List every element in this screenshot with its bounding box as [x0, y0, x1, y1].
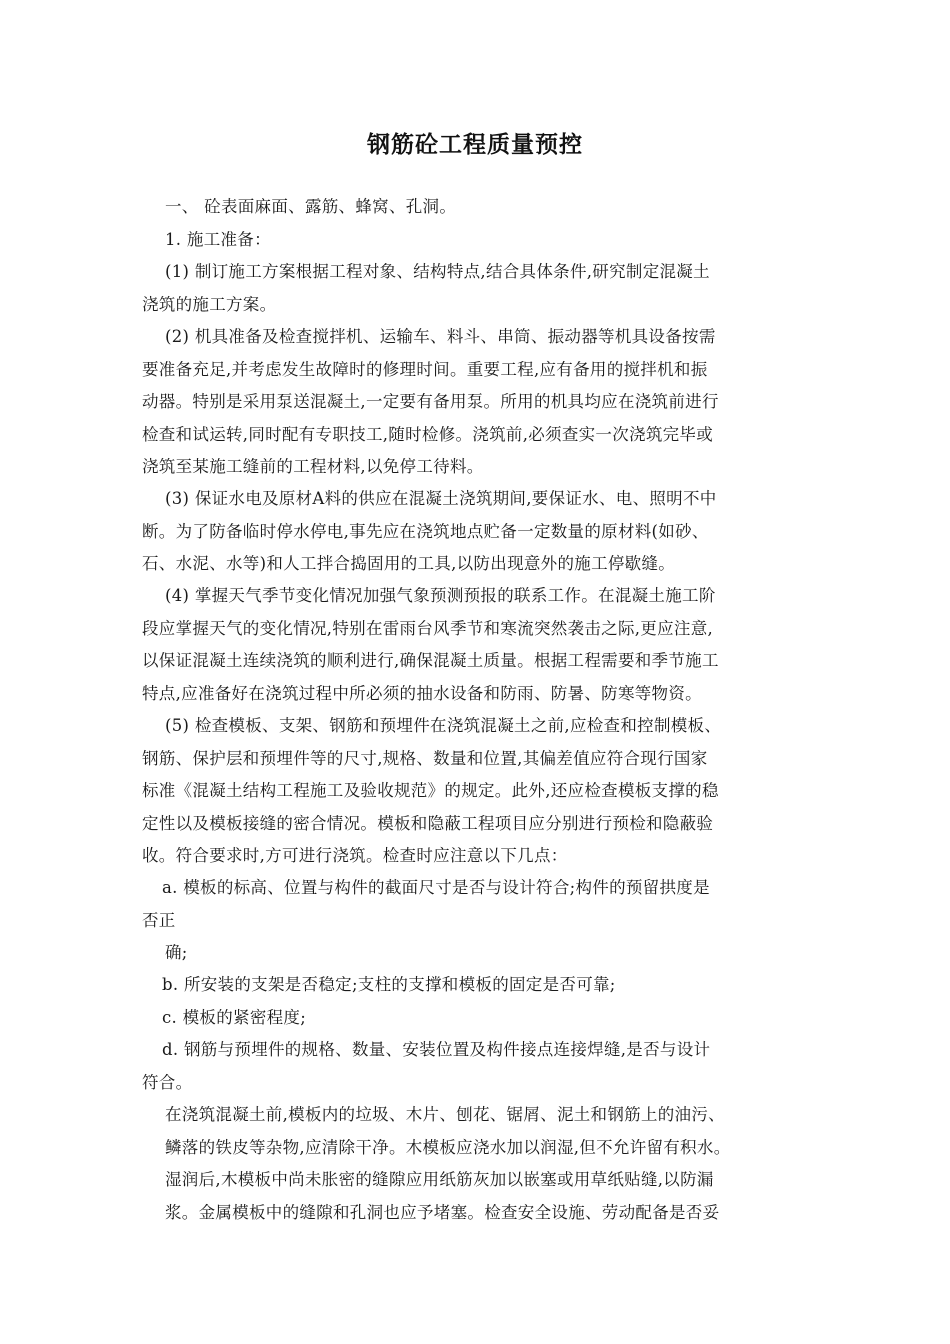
text-line: 鳞落的铁皮等杂物,应清除干净。木模板应浇水加以润湿,但不允许留有积水。	[165, 1137, 731, 1157]
text-line: d. 钢筋与预埋件的规格、数量、安装位置及构件接点连接焊缝,是否与设计	[162, 1040, 711, 1059]
text-line: 段应掌握天气的变化情况,特别在雷雨台风季节和寒流突然袭击之际,更应注意,	[142, 618, 714, 638]
text-line: 断。为了防备临时停水停电,事先应在浇筑地点贮备一定数量的原材料(如砂、	[142, 521, 709, 541]
paragraph	[142, 1034, 710, 1099]
text-line: 浆。金属模板中的缝隙和孔洞也应予堵塞。检查安全设施、劳动配备是否妥	[165, 1202, 720, 1222]
text-line: 钢筋、保护层和预埋件等的尺寸,规格、数量和位置,其偏差值应符合现行国家	[142, 748, 708, 768]
text-line: 收。符合要求时,方可进行浇筑。检查时应注意以下几点：	[142, 846, 568, 865]
text-line: 要准备充足,并考虑发生故障时的修理时间。重要工程,应有备用的搅拌机和振	[142, 359, 708, 379]
paragraph	[142, 710, 721, 873]
paragraph	[142, 580, 719, 710]
text-line: 石、水泥、水等)和人工拌合捣固用的工具,以防出现意外的施工停歇缝。	[142, 554, 676, 573]
text-line: 以保证混凝土连续浇筑的顺利进行,确保混凝土质量。根据工程需要和季节施工	[142, 651, 719, 670]
paragraph	[165, 1099, 731, 1229]
paragraph	[142, 256, 710, 321]
paragraph	[165, 224, 271, 257]
paragraph	[162, 969, 616, 1002]
text-line: a. 模板的标高、位置与构件的截面尺寸是否与设计符合;构件的预留拱度是	[162, 878, 710, 897]
paragraph	[142, 321, 719, 484]
text-line: 一、 砼表面麻面、露筋、蜂窝、孔洞。	[165, 197, 457, 216]
text-line: 确;	[165, 943, 188, 962]
document-title: 钢筋砼工程质量预控	[367, 132, 583, 158]
text-line: 动器。特别是采用泵送混凝土,一定要有备用泵。所用的机具均应在浇筑前进行	[142, 392, 719, 411]
text-line: c. 模板的紧密程度;	[162, 1008, 307, 1027]
paragraph	[162, 1002, 306, 1035]
text-line: 1. 施工准备：	[165, 230, 271, 249]
text-line: 湿润后,木模板中尚未胀密的缝隙应用纸筋灰加以嵌塞或用草纸贴缝,以防漏	[165, 1170, 714, 1189]
paragraph	[142, 483, 717, 581]
paragraph	[165, 191, 456, 224]
text-line: 特点,应准备好在浇筑过程中所必须的抽水设备和防雨、防暑、防寒等物资。	[142, 683, 702, 703]
text-line: (5) 检查模板、支架、钢筋和预埋件在浇筑混凝土之前,应检查和控制模板、	[165, 716, 722, 735]
text-line: 否正	[142, 910, 176, 930]
text-line: (3) 保证水电及原材A料的供应在混凝土浇筑期间,要保证水、电、照明不中	[165, 489, 717, 508]
text-line: 浇筑的施工方案。	[142, 294, 277, 314]
text-line: (1) 制订施工方案根据工程对象、结构特点,结合具体条件,研究制定混凝土	[165, 262, 710, 281]
text-line: 在浇筑混凝土前,模板内的垃圾、木片、刨花、锯屑、泥土和钢筋上的油污、	[165, 1105, 725, 1124]
text-line: 标准《混凝土结构工程施工及验收规范》的规定。此外,还应检查模板支撑的稳	[142, 781, 719, 800]
text-line: 浇筑至某施工缝前的工程材料,以免停工待料。	[142, 457, 484, 476]
paragraph	[142, 872, 710, 937]
text-line: (2) 机具准备及检查搅拌机、运输车、料斗、串筒、振动器等机具设备按需	[165, 327, 716, 346]
text-line: 符合。	[142, 1072, 193, 1092]
text-line: (4) 掌握天气季节变化情况加强气象预测预报的联系工作。在混凝土施工阶	[165, 586, 716, 605]
text-line: 检查和试运转,同时配有专职技工,随时检修。浇筑前,必须查实一次浇筑完毕或	[142, 424, 714, 444]
text-line: 定性以及模板接缝的密合情况。模板和隐蔽工程项目应分别进行预检和隐蔽验	[142, 813, 714, 833]
paragraph	[165, 937, 188, 970]
text-line: b. 所安装的支架是否稳定;支柱的支撑和模板的固定是否可靠;	[162, 975, 616, 994]
